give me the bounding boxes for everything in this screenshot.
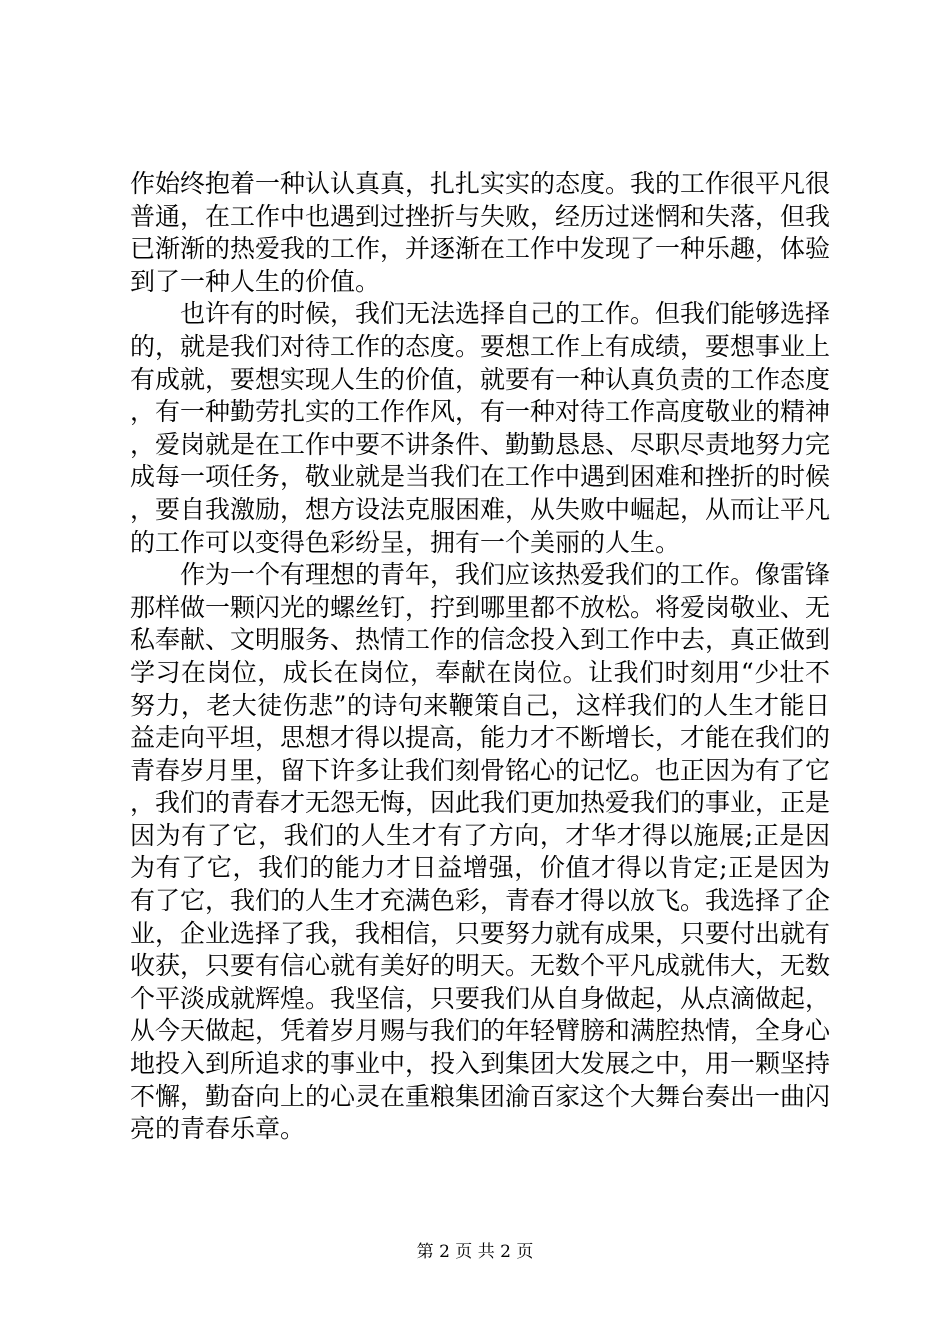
paragraph-3: 作为一个有理想的青年，我们应该热爱我们的工作。像雷锋那样做一颗闪光的螺丝钉，拧到哪里都不放松。将爱岗敬业、无私奉献、文明服务、热情工作的信念投入到工作中去，真正做到学习在岗位，成长在岗位，奉献在岗位。让我们时刻用“少壮不努力，老大徒伤悲”的诗句来鞭策自己，这样我们的人生才能日益走向平坦，思想才得以提高，能力才不断增长，才能在我们的青春岁月里，留下许多让我们刻骨铭心的记忆。也正因为有了它，我们的青春才无怨无悔，因此我们更加热爱我们的事业，正是因为有了它，我们的人生才有了方向，才华才得以施展;正是因为有了它，我们的能力才日益增强，价值才得以肯定;正是因为有了它，我们的人生才充满色彩，青春才得以放飞。我选择了企业，企业选择了我，我相信，只要努力就有成果，只要付出就有收获，只要有信心就有美好的明天。无数个平凡成就伟大，无数个平淡成就辉煌。我坚信，只要我们从自身做起，从点滴做起，从今天做起，凭着岁月赐与我们的年轻臂膀和满腔热情，全身心地投入到所追求的事业中，投入到集团大发展之中，用一颗坚持不懈，勤奋向上的心灵在重粮集团渝百家这个大舞台奏出一曲闪亮的青春乐章。 [130,560,831,1144]
paragraph-2: 也许有的时候，我们无法选择自己的工作。但我们能够选择的，就是我们对待工作的态度。要想工作上有成绩，要想事业上有成就，要想实现人生的价值，就要有一种认真负责的工作态度，有一种勤劳扎实的工作作风，有一种对待工作高度敬业的精神，爱岗就是在工作中要不讲条件、勤勤恳恳、尽职尽责地努力完成每一项任务，敬业就是当我们在工作中遇到困难和挫折的时候，要自我激励，想方设法克服困难，从失败中崛起，从而让平凡的工作可以变得色彩纷呈，拥有一个美丽的人生。 [130,299,831,557]
page-footer: 第 2 页 共 2 页 [416,1242,534,1262]
document-body [130,168,830,1146]
paragraph-1: 作始终抱着一种认认真真，扎扎实实的态度。我的工作很平凡很普通，在工作中也遇到过挫折与失败，经历过迷惘和失落，但我已渐渐的热爱我的工作，并逐渐在工作中发现了一种乐趣，体验到了一种人生的价值。 [130,169,831,296]
